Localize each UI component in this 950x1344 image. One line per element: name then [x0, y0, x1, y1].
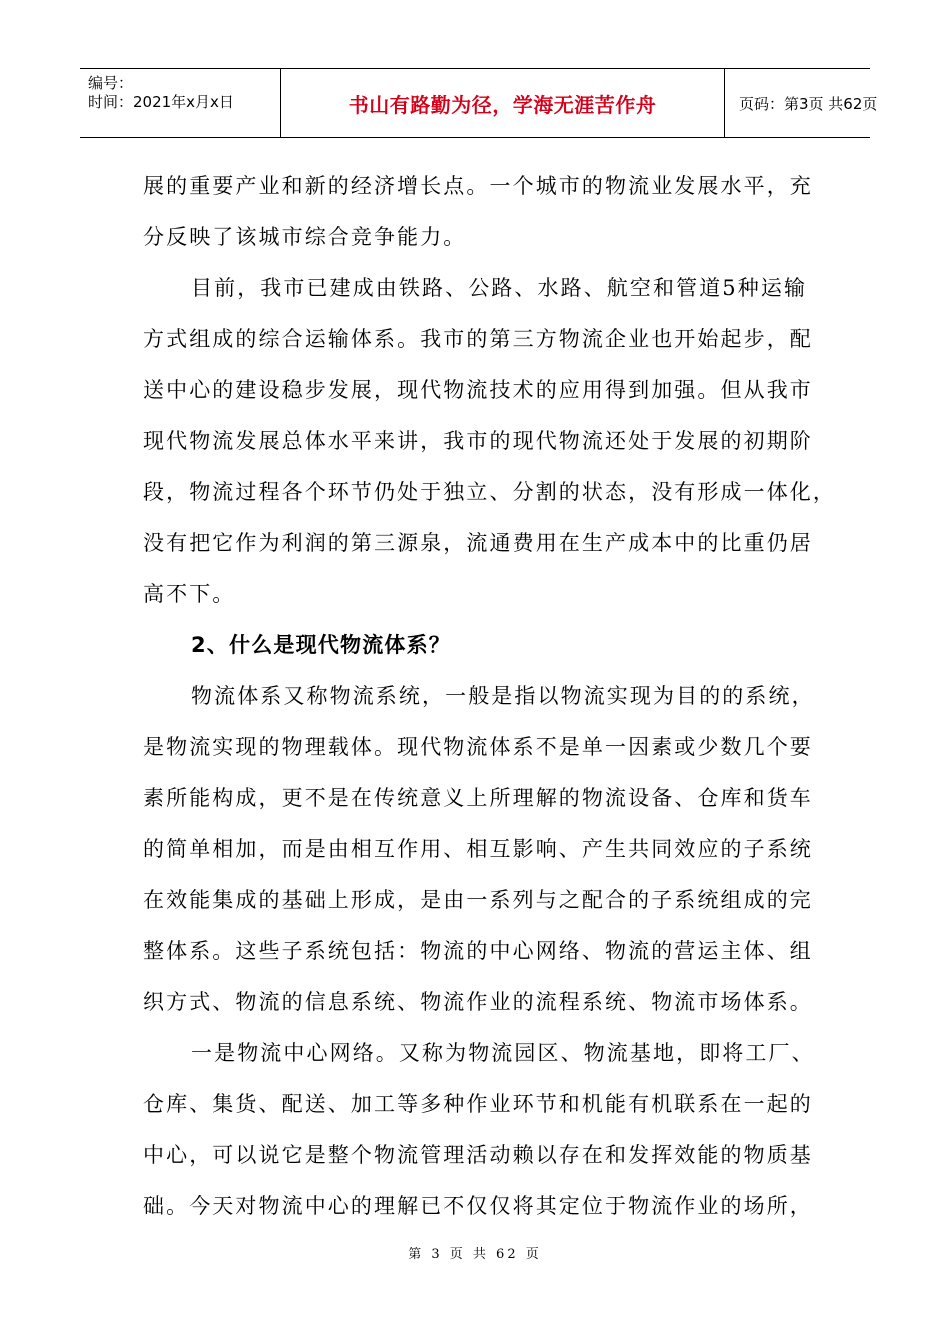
- page-header: [80, 68, 878, 138]
- body-line: 方式组成的综合运输体系。我市的第三方物流企业也开始起步，配: [143, 327, 813, 351]
- body-line: 送中心的建设稳步发展，现代物流技术的应用得到加强。但从我市: [143, 378, 813, 402]
- body-line: 仓库、集货、配送、加工等多种作业环节和机能有机联系在一起的: [143, 1092, 813, 1116]
- body-line: 是物流实现的物理载体。现代物流体系不是单一因素或少数几个要: [143, 735, 813, 759]
- body-line: 目前，我市已建成由铁路、公路、水路、航空和管道5种运输: [191, 276, 808, 300]
- motto-text: 书山有路勤为径，学海无涯苦作舟: [348, 92, 657, 117]
- body-line: 整体系。这些子系统包括：物流的中心网络、物流的营运主体、组: [143, 939, 813, 963]
- body-line: 的简单相加，而是由相互作用、相互影响、产生共同效应的子系统: [143, 837, 813, 861]
- header-page-info: 页码：第3页 共62页: [739, 94, 878, 113]
- body-line: 物流体系又称物流系统，一般是指以物流实现为目的的系统，: [191, 684, 815, 708]
- body-line: 在效能集成的基础上形成，是由一系列与之配合的子系统组成的完: [143, 888, 813, 912]
- date-label: 时间：2021年x月x日: [88, 93, 234, 111]
- body-line: 础。今天对物流中心的理解已不仅仅将其定位于物流作业的场所，: [143, 1194, 813, 1218]
- body-line: 中心，可以说它是整个物流管理活动赖以存在和发挥效能的物质基: [143, 1143, 813, 1167]
- number-label: 编号：: [88, 74, 134, 92]
- body-line: 织方式、物流的信息系统、物流作业的流程系统、物流市场体系。: [143, 990, 813, 1014]
- body-line: 分反映了该城市综合竞争能力。: [143, 225, 467, 249]
- header-meta: [80, 69, 280, 137]
- section-heading: 2、什么是现代物流体系？: [191, 633, 452, 657]
- body-line: 没有把它作为利润的第三源泉，流通费用在生产成本中的比重仍居: [143, 531, 813, 555]
- body-line: 现代物流发展总体水平来讲，我市的现代物流还处于发展的初期阶: [143, 429, 813, 453]
- body-line: 素所能构成，更不是在传统意义上所理解的物流设备、仓库和货车: [143, 786, 813, 810]
- body-line: 展的重要产业和新的经济增长点。一个城市的物流业发展水平，充: [143, 174, 813, 198]
- header-motto-cell: [280, 69, 725, 137]
- body-line: 高不下。: [143, 582, 236, 606]
- body-line: 段，物流过程各个环节仍处于独立、分割的状态，没有形成一体化，: [143, 480, 836, 504]
- page-footer: 第 3 页 共 62 页: [408, 1247, 542, 1262]
- body-line: 一是物流中心网络。又称为物流园区、物流基地，即将工厂、: [191, 1041, 815, 1065]
- document-body: [143, 161, 836, 1232]
